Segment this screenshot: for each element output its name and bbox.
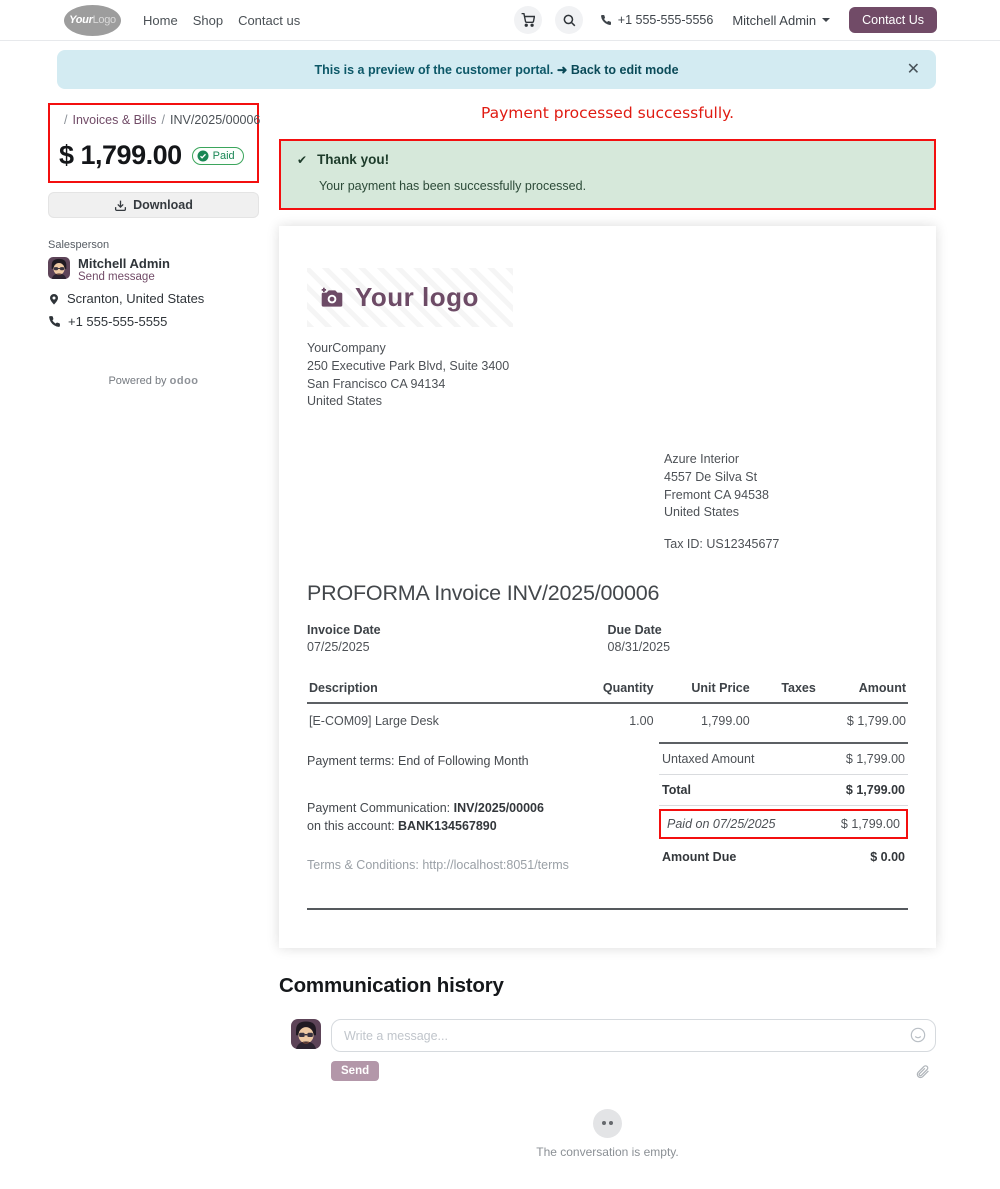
preview-banner-message: This is a preview of the customer portal. (314, 63, 554, 77)
empty-conversation-text: The conversation is empty. (536, 1145, 679, 1159)
due-date-block (608, 623, 909, 654)
salesperson-location-text: Scranton, United States (67, 291, 205, 307)
user-menu-label: Mitchell Admin (732, 12, 817, 28)
empty-conversation (279, 1109, 936, 1159)
total-value: $ 1,799.00 (845, 782, 905, 797)
search-icon (562, 13, 576, 27)
send-row (331, 1061, 936, 1081)
caret-down-icon (822, 18, 830, 22)
invoice-lower-section (307, 742, 908, 872)
col-quantity: Quantity (571, 675, 655, 703)
nav-phone-number: +1 555-555-5556 (617, 13, 714, 27)
map-pin-icon (48, 292, 60, 306)
breadcrumb-current: INV/2025/00006 (170, 113, 261, 127)
total-label: Total (662, 782, 691, 797)
salesperson-label: Salesperson (48, 239, 110, 251)
highlight-box-amount (48, 103, 259, 183)
customer-street: 4557 De Silva St (664, 469, 758, 484)
nav-link-shop[interactable]: Shop (192, 12, 224, 28)
payment-info-block (307, 742, 659, 872)
paid-row (661, 811, 906, 837)
paid-on-value: $ 1,799.00 (840, 816, 900, 831)
payment-communication (307, 799, 639, 835)
customer-city: Fremont CA 94538 (664, 487, 769, 502)
breadcrumb-separator: / (161, 113, 166, 127)
message-input[interactable] (331, 1019, 936, 1052)
untaxed-label: Untaxed Amount (662, 751, 755, 766)
site-logo-text-1: Your (69, 14, 93, 26)
salesperson-phone (48, 314, 259, 329)
alert-body: Your payment has been successfully processed. (319, 179, 587, 193)
back-to-edit-link[interactable] (557, 63, 679, 77)
send-button[interactable]: Send (331, 1061, 379, 1081)
invoice-lines-table (307, 675, 908, 738)
invoice-document (279, 226, 936, 948)
phone-icon (600, 14, 612, 26)
salesperson-location (48, 291, 259, 306)
phone-icon (48, 315, 61, 328)
powered-by-text: Powered by (108, 375, 167, 388)
customer-name: Azure Interior (664, 452, 740, 466)
salesperson-phone-text: +1 555-555-5555 (68, 314, 168, 330)
col-amount: Amount (818, 675, 908, 703)
invoice-sidebar (48, 103, 259, 387)
line-taxes (752, 703, 818, 738)
message-box (331, 1019, 936, 1052)
line-quantity: 1.00 (629, 713, 654, 728)
paid-status-badge (192, 147, 244, 165)
main-content (279, 103, 936, 1189)
payment-status-title: Payment processed successfully. (480, 104, 735, 122)
invoice-amount: $ 1,799.00 (59, 140, 182, 170)
account-value: BANK134567890 (398, 818, 497, 833)
salesperson-card (48, 257, 259, 283)
payment-terms: Payment terms: End of Following Month (307, 753, 529, 768)
communication-history-title: Communication history (279, 974, 504, 997)
breadcrumb (59, 113, 261, 127)
nav-link-home[interactable]: Home (143, 12, 178, 28)
search-button[interactable] (555, 6, 583, 34)
powered-by (48, 375, 259, 387)
col-description: Description (307, 675, 571, 703)
line-amount: $ 1,799.00 (846, 713, 906, 728)
emoji-icon[interactable] (910, 1027, 926, 1043)
nav-phone[interactable] (600, 13, 714, 27)
amount-row (59, 140, 248, 171)
company-city: San Francisco CA 94134 (307, 376, 446, 391)
download-button[interactable] (48, 192, 259, 218)
salesperson-info (78, 257, 170, 283)
invoice-logo (307, 268, 513, 327)
nav-link-contact-us[interactable]: Contact us (238, 12, 301, 28)
paid-on-label: Paid on 07/25/2025 (667, 816, 776, 831)
table-row (307, 703, 908, 738)
send-message-link[interactable]: Send message (78, 271, 155, 284)
company-country: United States (307, 394, 383, 409)
top-navbar (0, 0, 1000, 41)
account-label: on this account: (307, 818, 399, 833)
highlight-box-paid-row (659, 809, 908, 839)
customer-country: United States (664, 505, 740, 520)
nav-links (143, 13, 300, 28)
invoice-logo-text: Your logo (355, 282, 479, 312)
payment-comm-label: Payment Communication: (307, 800, 454, 815)
back-to-edit-label: Back to edit mode (570, 63, 679, 77)
total-row (659, 775, 908, 806)
alert-title: Thank you! (317, 152, 390, 167)
cart-icon (521, 13, 535, 27)
check-circle-icon (197, 150, 209, 162)
terms-and-conditions[interactable]: Terms & Conditions: http://localhost:8051/terms (307, 858, 569, 872)
col-taxes: Taxes (752, 675, 818, 703)
cart-button[interactable] (514, 6, 542, 34)
invoice-dates (307, 623, 908, 654)
download-icon (114, 199, 127, 212)
amount-due-row (659, 842, 908, 872)
due-date-value: 08/31/2025 (607, 639, 671, 654)
untaxed-amount-row (659, 744, 908, 775)
breadcrumb-separator: / (64, 113, 68, 127)
invoice-date-label: Invoice Date (307, 622, 381, 637)
table-header-row (307, 675, 908, 703)
site-logo[interactable] (64, 5, 121, 36)
download-label: Download (133, 198, 193, 212)
composer-main (331, 1019, 936, 1081)
col-unit-price: Unit Price (656, 675, 752, 703)
amount-due-value: $ 0.00 (870, 849, 905, 864)
payment-comm-value: INV/2025/00006 (453, 800, 544, 815)
empty-conversation-icon (593, 1109, 622, 1138)
customer-address (664, 451, 908, 554)
invoice-date-value: 07/25/2025 (307, 639, 370, 654)
nav-right-group (514, 6, 937, 34)
arrow-right-icon: ➜ (556, 63, 568, 77)
alert-header (297, 152, 918, 167)
company-address (307, 340, 908, 411)
banner-close-icon[interactable]: ✕ (906, 61, 920, 78)
totals-block (659, 742, 908, 872)
paperclip-icon[interactable] (915, 1064, 930, 1079)
contact-us-button[interactable]: Contact Us (849, 7, 937, 33)
message-composer (291, 1019, 936, 1081)
breadcrumb-invoices-link[interactable]: Invoices & Bills (72, 113, 157, 127)
due-date-label: Due Date (607, 622, 662, 637)
line-unit-price: 1,799.00 (701, 713, 750, 728)
paid-badge-label: Paid (212, 149, 235, 162)
line-description: [E-COM09] Large Desk (309, 713, 439, 728)
invoice-title: PROFORMA Invoice INV/2025/00006 (307, 580, 660, 605)
invoice-footer-divider (307, 908, 908, 910)
preview-banner (57, 50, 936, 89)
salesperson-name: Mitchell Admin (78, 256, 170, 271)
composer-avatar (291, 1019, 321, 1049)
invoice-date-block (307, 623, 608, 654)
camera-icon (319, 285, 345, 311)
untaxed-value: $ 1,799.00 (845, 751, 905, 766)
company-street: 250 Executive Park Blvd, Suite 3400 (307, 358, 510, 373)
amount-due-label: Amount Due (662, 849, 737, 864)
salesperson-avatar (48, 257, 70, 279)
company-name: YourCompany (307, 341, 386, 355)
preview-banner-text (314, 62, 678, 77)
customer-tax-id: Tax ID: US12345677 (664, 537, 780, 551)
thank-you-alert (279, 139, 936, 210)
site-logo-text-2: Logo (92, 14, 116, 26)
user-menu[interactable] (732, 13, 830, 28)
odoo-logo[interactable]: odoo (169, 375, 199, 388)
check-icon: ✔ (297, 152, 308, 167)
